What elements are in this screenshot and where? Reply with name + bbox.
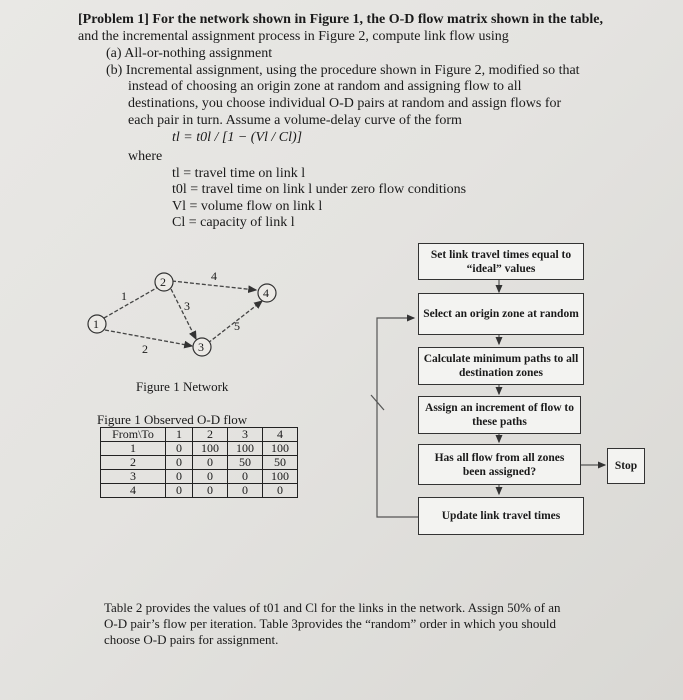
od-cell: 0 — [228, 484, 263, 498]
od-cell: 0 — [193, 456, 228, 470]
od-cell: 0 — [166, 442, 193, 456]
problem-line-2: and the incremental assignment process in Figure 2, compute link flow using — [78, 29, 509, 44]
od-table-header-row — [101, 428, 298, 442]
flow-step-minimum-paths: Calculate minimum paths to all destination zones — [418, 347, 584, 385]
od-cell: 1 — [101, 442, 166, 456]
part-b-line-4: each pair in turn. Assume a volume-delay curve of the form — [128, 113, 462, 128]
part-a-text: (a) All-or-nothing assignment — [106, 46, 273, 61]
od-cell: 0 — [263, 484, 298, 498]
definition-vl: Vl = volume flow on link l — [172, 199, 323, 214]
network-caption: Figure 1 Network — [136, 379, 229, 394]
od-cell: 100 — [228, 442, 263, 456]
od-header-cell: 4 — [263, 428, 298, 442]
link-5-label: 5 — [234, 319, 240, 333]
definition-t0l: t0l = travel time on link l under zero flow conditions — [172, 182, 467, 197]
flow-stop-box: Stop — [607, 448, 645, 484]
od-cell: 0 — [193, 484, 228, 498]
od-cell: 2 — [101, 456, 166, 470]
node-4-label: 4 — [263, 286, 269, 300]
flow-step-assign-increment: Assign an increment of flow to these paths — [418, 396, 581, 434]
od-cell: 100 — [263, 470, 298, 484]
od-header-cell: 3 — [228, 428, 263, 442]
part-b-line-3: destinations, you choose individual O-D pairs at random and assign flows for — [128, 96, 562, 111]
loop-back-arrow — [377, 318, 418, 517]
node-2-label: 2 — [160, 275, 166, 289]
table-row — [101, 442, 298, 456]
od-cell: 4 — [101, 484, 166, 498]
od-cell: 0 — [166, 470, 193, 484]
node-1-label: 1 — [93, 317, 99, 331]
od-cell: 3 — [101, 470, 166, 484]
flow-step-set-ideal-times: Set link travel times equal to “ideal” values — [418, 243, 584, 280]
definition-cl: Cl = capacity of link l — [172, 215, 295, 230]
od-cell: 100 — [263, 442, 298, 456]
flow-step-all-assigned-check: Has all flow from all zones been assigned? — [418, 444, 581, 485]
table-row — [101, 484, 298, 498]
link-3-label: 3 — [184, 299, 190, 313]
part-b-line-2: instead of choosing an origin zone at random and assigning flow to all — [128, 79, 522, 94]
od-cell: 0 — [228, 470, 263, 484]
definition-tl: tl = travel time on link l — [172, 166, 306, 181]
od-cell: 0 — [166, 456, 193, 470]
table-row — [101, 456, 298, 470]
od-cell: 50 — [228, 456, 263, 470]
od-cell: 0 — [193, 470, 228, 484]
problem-heading: [Problem 1] For the network shown in Figure 1, the O-D flow matrix shown in the table, — [78, 12, 603, 27]
part-b-line-1: (b) Incremental assignment, using the procedure shown in Figure 2, modified so that — [106, 63, 580, 78]
table-row — [101, 470, 298, 484]
link-4-label: 4 — [211, 269, 217, 283]
where-label: where — [128, 149, 163, 164]
volume-delay-formula: tl = t0l / [1 − (Vl / Cl)] — [172, 130, 303, 145]
note-line-2: O-D pair’s flow per iteration. Table 3provides the “random” order in which you should — [104, 616, 557, 631]
link-2-line — [105, 330, 192, 346]
od-header-cell: 2 — [193, 428, 228, 442]
od-flow-table — [100, 427, 298, 498]
note-line-1: Table 2 provides the values of t01 and Cl for the links in the network. Assign 50% of an — [104, 600, 561, 615]
od-cell: 50 — [263, 456, 298, 470]
od-table-caption: Figure 1 Observed O-D flow — [97, 412, 248, 427]
flow-step-select-origin: Select an origin zone at random — [418, 293, 584, 335]
od-cell: 0 — [166, 484, 193, 498]
od-header-cell: From\To — [101, 428, 166, 442]
link-2-label: 2 — [142, 342, 148, 356]
note-line-3: choose O-D pairs for assignment. — [104, 632, 279, 647]
node-3-label: 3 — [198, 340, 204, 354]
od-cell: 100 — [193, 442, 228, 456]
link-1-label: 1 — [121, 289, 127, 303]
link-1-line — [104, 286, 160, 318]
od-header-cell: 1 — [166, 428, 193, 442]
link-3-line — [171, 289, 196, 339]
flow-step-update-times: Update link travel times — [418, 497, 584, 535]
